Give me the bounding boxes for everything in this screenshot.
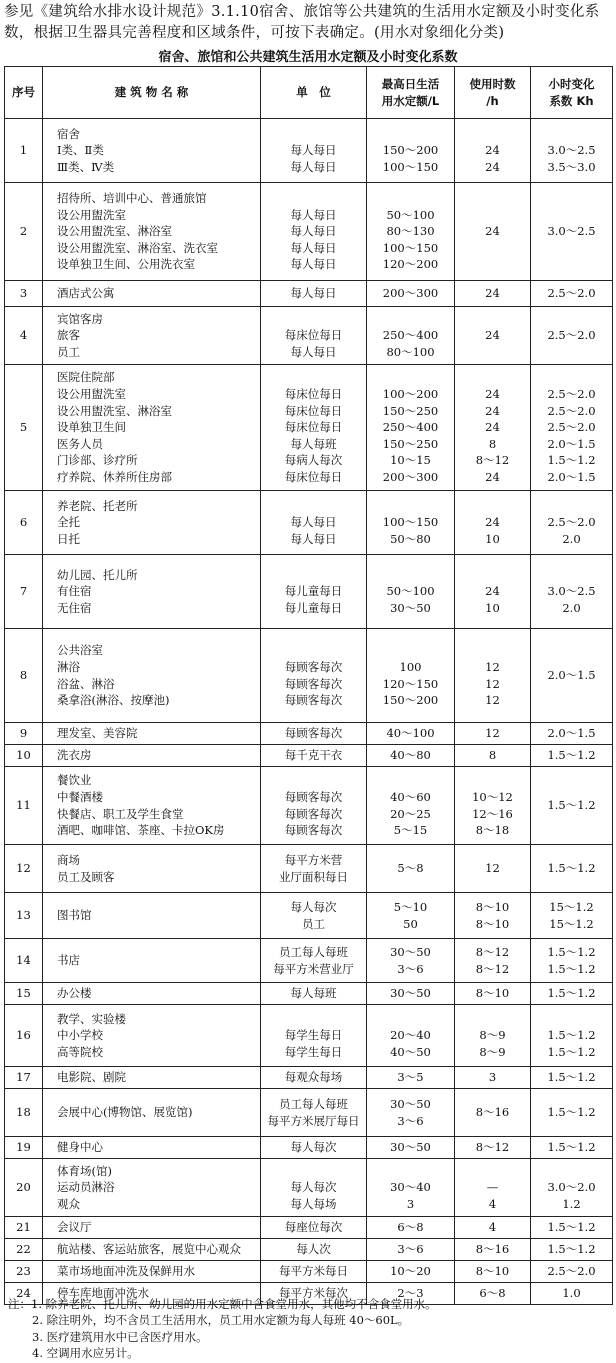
row-hours: 8～10 [455,983,531,1005]
row-building-name: 宿舍 Ⅰ类、Ⅱ类 Ⅲ类、Ⅳ类 [43,119,261,183]
row-unit: 每顾客每次 每顾客每次 每顾客每次 [261,767,367,845]
row-hours: 4 [455,1217,531,1239]
row-seq: 23 [5,1261,43,1283]
table-row [5,365,613,491]
row-seq: 7 [5,555,43,629]
row-coefficient: 1.5～1.2 [531,1217,613,1239]
row-unit: 每人每日 每人每日 [261,491,367,555]
row-quota: 40～100 [367,723,455,745]
table-row [5,723,613,745]
row-building-name: 酒店式公寓 [43,281,261,307]
row-hours: 24 [455,183,531,281]
row-unit: 每人每次 [261,1137,367,1159]
row-seq: 12 [5,845,43,893]
table-row [5,983,613,1005]
row-unit: 每千克干衣 [261,745,367,767]
row-unit: 每平方米每次 [261,1283,367,1305]
row-unit: 每平方米每日 [261,1261,367,1283]
row-seq: 15 [5,983,43,1005]
row-coefficient: 2.0～1.5 [531,723,613,745]
row-quota: 5～8 [367,845,455,893]
row-unit: 每人每日 每人每日 每人每日 每人每日 [261,183,367,281]
row-building-name: 停车库地面冲洗水 [43,1283,261,1305]
row-seq: 11 [5,767,43,845]
row-quota: 100～150 50～80 [367,491,455,555]
row-quota: 2～3 [367,1283,455,1305]
row-hours: 8～16 [455,1239,531,1261]
table-row [5,939,613,983]
row-seq: 24 [5,1283,43,1305]
table-row [5,555,613,629]
row-seq: 14 [5,939,43,983]
row-coefficient: 1.5～1.2 [531,1137,613,1159]
row-building-name: 体育场(馆) 运动员淋浴 观众 [43,1159,261,1217]
row-quota: 30～50 [367,983,455,1005]
table-row [5,183,613,281]
row-quota: 3～5 [367,1067,455,1089]
row-coefficient: 1.5～1.2 [531,1089,613,1137]
table-row [5,281,613,307]
row-seq: 22 [5,1239,43,1261]
row-seq: 21 [5,1217,43,1239]
table-row [5,1261,613,1283]
row-seq: 5 [5,365,43,491]
row-unit: 每人每次 员工 [261,893,367,939]
row-unit: 员工每人每班 每平方米营业厅 [261,939,367,983]
row-coefficient: 1.5～1.2 [531,767,613,845]
row-seq: 6 [5,491,43,555]
water-quota-table [4,66,613,1305]
row-building-name: 菜市场地面冲洗及保鲜用水 [43,1261,261,1283]
header-coef: 小时变化 系数 Kh [531,67,613,119]
row-seq: 17 [5,1067,43,1089]
row-building-name: 教学、实验楼 中小学校 高等院校 [43,1005,261,1067]
row-seq: 13 [5,893,43,939]
row-unit: 每儿童每日 每儿童每日 [261,555,367,629]
intro-text: 参见《建筑给水排水设计规范》3.1.10宿舍、旅馆等公共建筑的生活用水定额及小时变化系数，根据卫生器具完善程度和区域条件，可按下表确定。(用水对象细化分类) [4,4,600,41]
row-quota: 6～8 [367,1217,455,1239]
row-coefficient: 2.5～2.0 2.5～2.0 2.5～2.0 2.0～1.5 1.5～1.2 2.0～1.5 [531,365,613,491]
table-row [5,307,613,365]
row-coefficient: 1.0 [531,1283,613,1305]
row-hours: — 4 [455,1159,531,1217]
row-seq: 18 [5,1089,43,1137]
row-hours: 8～16 [455,1089,531,1137]
row-seq: 16 [5,1005,43,1067]
row-hours: 8～10 8～10 [455,893,531,939]
row-coefficient: 2.5～2.0 2.0 [531,491,613,555]
row-building-name: 幼儿园、托儿所 有住宿 无住宿 [43,555,261,629]
row-quota: 50～100 30～50 [367,555,455,629]
header-quota: 最高日生活 用水定额/L [367,67,455,119]
row-hours: 24 [455,281,531,307]
row-quota: 40～60 20～25 5～15 [367,767,455,845]
table-row [5,1217,613,1239]
row-coefficient: 1.5～1.2 1.5～1.2 [531,939,613,983]
row-unit: 每人每日 [261,281,367,307]
table-row [5,745,613,767]
row-building-name: 电影院、剧院 [43,1067,261,1089]
row-seq: 9 [5,723,43,745]
row-quota: 10～20 [367,1261,455,1283]
row-unit: 每人次 [261,1239,367,1261]
row-hours: 12 [455,845,531,893]
row-unit: 每顾客每次 [261,723,367,745]
row-seq: 19 [5,1137,43,1159]
row-unit: 员工每人每班 每平方米展厅每日 [261,1089,367,1137]
row-building-name: 会议厅 [43,1217,261,1239]
row-hours: 8～12 [455,1137,531,1159]
table-row [5,119,613,183]
row-building-name: 理发室、美容院 [43,723,261,745]
row-unit: 每顾客每次 每顾客每次 每顾客每次 [261,629,367,723]
row-building-name: 会展中心(博物馆、展览馆) [43,1089,261,1137]
row-hours: 8 [455,745,531,767]
table-row [5,1159,613,1217]
row-hours: 8～9 8～9 [455,1005,531,1067]
row-hours: 24 24 24 8 8～12 24 [455,365,531,491]
row-seq: 1 [5,119,43,183]
row-seq: 20 [5,1159,43,1217]
row-hours: 24 [455,307,531,365]
row-building-name: 办公楼 [43,983,261,1005]
row-quota: 30～50 [367,1137,455,1159]
row-unit: 每学生每日 每学生每日 [261,1005,367,1067]
row-coefficient: 2.5～2.0 [531,281,613,307]
row-quota: 40～80 [367,745,455,767]
note-1: 注：1. 除养老院、托儿所、幼儿园的用水定额中含食堂用水，其他均不含食堂用水。 [8,1297,437,1311]
row-coefficient: 1.5～1.2 [531,845,613,893]
row-building-name: 图书馆 [43,893,261,939]
note-2: 2. 除注明外，均不含员工生活用水，员工用水定额为每人每班 40～60L。 [32,1313,410,1328]
row-hours: 10～12 12～16 8～18 [455,767,531,845]
row-hours: 12 12 12 [455,629,531,723]
table-row [5,845,613,893]
row-seq: 4 [5,307,43,365]
row-unit: 每床位每日 每人每日 [261,307,367,365]
row-unit: 每平方米营 业厅面积每日 [261,845,367,893]
row-building-name: 洗衣房 [43,745,261,767]
table-row [5,893,613,939]
row-coefficient: 3.0～2.5 [531,183,613,281]
row-quota: 30～40 3 [367,1159,455,1217]
header-seq: 序号 [5,67,43,119]
table-notes [8,1296,612,1362]
table-row [5,1089,613,1137]
row-hours: 24 10 [455,491,531,555]
note-3: 3. 医疗建筑用水中已含医疗用水。 [32,1329,208,1344]
table-row [5,491,613,555]
row-seq: 2 [5,183,43,281]
row-coefficient: 2.5～2.0 [531,307,613,365]
row-hours: 24 10 [455,555,531,629]
row-building-name: 健身中心 [43,1137,261,1159]
row-unit: 每床位每日 每床位每日 每床位每日 每人每班 每病人每次 每床位每日 [261,365,367,491]
row-building-name: 餐饮业 中餐酒楼 快餐店、职工及学生食堂 酒吧、咖啡馆、茶座、卡拉OK房 [43,767,261,845]
row-coefficient: 1.5～1.2 1.5～1.2 [531,1005,613,1067]
table-row [5,1239,613,1261]
row-quota: 30～50 3～6 [367,939,455,983]
row-quota: 50～100 80～130 100～150 120～200 [367,183,455,281]
note-4: 4. 空调用水应另计。 [32,1346,139,1361]
row-unit: 每人每日 每人每日 [261,119,367,183]
row-seq: 3 [5,281,43,307]
table-caption: 宿舍、旅馆和公共建筑生活用水定额及小时变化系数 [158,50,458,65]
row-quota: 100～200 150～250 250～400 150～250 10～15 200～300 [367,365,455,491]
row-coefficient: 2.5～2.0 [531,1261,613,1283]
row-coefficient: 1.5～1.2 [531,1239,613,1261]
row-building-name: 宾馆客房 旅客 员工 [43,307,261,365]
row-building-name: 招待所、培训中心、普通旅馆 设公用盥洗室 设公用盥洗室、淋浴室 设公用盥洗室、淋浴室、洗衣室 设单独卫生间、公用洗衣室 [43,183,261,281]
row-coefficient: 1.5～1.2 [531,983,613,1005]
row-unit: 每观众每场 [261,1067,367,1089]
table-row [5,1005,613,1067]
row-hours: 24 24 [455,119,531,183]
row-hours: 3 [455,1067,531,1089]
row-coefficient: 1.5～1.2 [531,745,613,767]
row-hours: 12 [455,723,531,745]
row-coefficient: 3.0～2.0 1.2 [531,1159,613,1217]
header-row [5,67,613,119]
row-quota: 5～10 50 [367,893,455,939]
row-quota: 150～200 100～150 [367,119,455,183]
row-coefficient: 15～1.2 15～1.2 [531,893,613,939]
row-quota: 200～300 [367,281,455,307]
row-coefficient: 1.5～1.2 [531,1067,613,1089]
header-hours: 使用时数 /h [455,67,531,119]
row-unit: 每人每班 [261,983,367,1005]
row-seq: 10 [5,745,43,767]
header-unit: 单 位 [261,67,367,119]
row-quota: 100 120～150 150～200 [367,629,455,723]
row-building-name: 书店 [43,939,261,983]
row-coefficient: 2.0～1.5 [531,629,613,723]
table-row [5,767,613,845]
row-quota: 30～50 3～6 [367,1089,455,1137]
table-row [5,1137,613,1159]
row-hours: 6～8 [455,1283,531,1305]
row-building-name: 医院住院部 设公用盥洗室 设公用盥洗室、淋浴室 设单独卫生间 医务人员 门诊部、诊疗所 疗养院、休养所住房部 [43,365,261,491]
table-row [5,1067,613,1089]
row-coefficient: 3.0～2.5 3.5～3.0 [531,119,613,183]
row-quota: 250～400 80～100 [367,307,455,365]
row-building-name: 航站楼、客运站旅客，展览中心观众 [43,1239,261,1261]
table-row [5,629,613,723]
row-building-name: 养老院、托老所 全托 日托 [43,491,261,555]
row-unit: 每人每次 每人每场 [261,1159,367,1217]
row-hours: 8～12 8～12 [455,939,531,983]
row-building-name: 公共浴室 淋浴 浴盆、淋浴 桑拿浴(淋浴、按摩池) [43,629,261,723]
row-coefficient: 3.0～2.5 2.0 [531,555,613,629]
row-unit: 每座位每次 [261,1217,367,1239]
row-building-name: 商场 员工及顾客 [43,845,261,893]
row-hours: 8～10 [455,1261,531,1283]
header-name: 建 筑 物 名 称 [43,67,261,119]
row-quota: 20～40 40～50 [367,1005,455,1067]
row-quota: 3～6 [367,1239,455,1261]
row-seq: 8 [5,629,43,723]
